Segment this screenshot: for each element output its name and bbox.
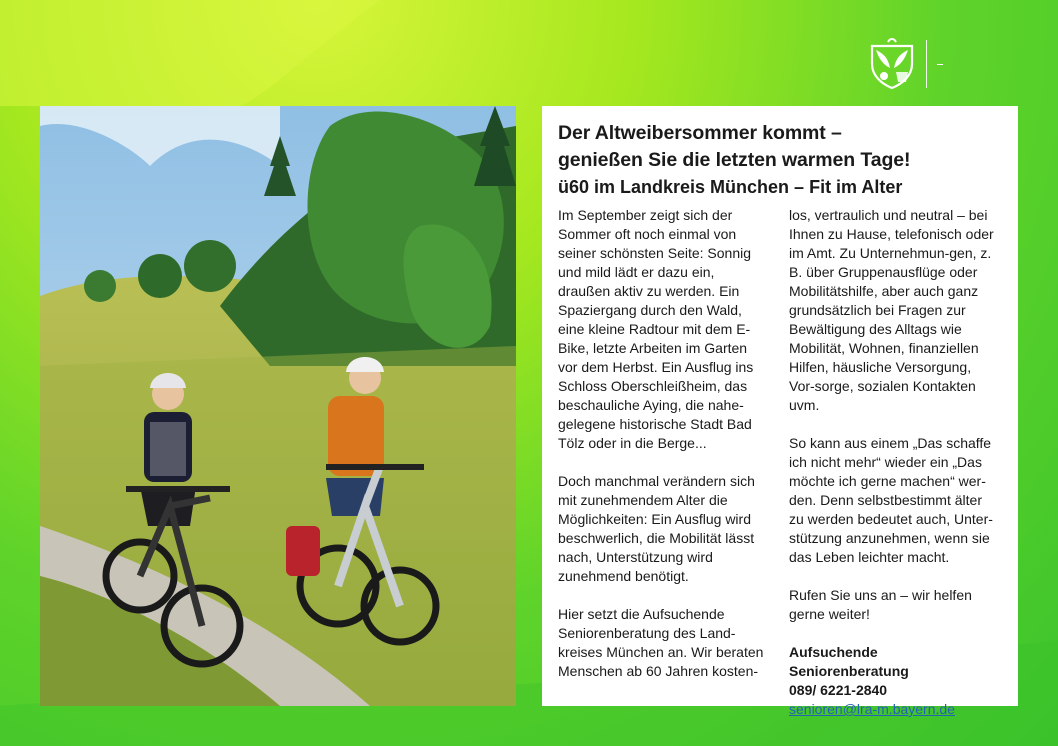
contact-block	[789, 643, 998, 719]
article-body	[558, 206, 1000, 719]
paragraph: los, vertraulich und neutral – bei Ihnen zu Hause, telefonisch oder im Amt. Zu Unternehmun-gen, z. B. über Gruppenausflüge oder Mobilitätshilfe, aber auch ganz grundsätzlich bei Fragen zur Bewältigung des Alltags wie Mobilität, Wohnen, finanziellen Hilfen, häusliche Versorgung, Vor-sorge, sozialen Kontakten uvm.	[789, 207, 994, 413]
paragraph: Doch manchmal verändern sich mit zunehmendem Alter die Möglichkeiten: Ein Ausflug wird beschwerlich, die Mobilität lässt nach, Unterstützung wird zunehmend benötigt.	[558, 473, 755, 584]
contact-email-link[interactable]: senioren@lra-m.bayern.de	[789, 701, 955, 717]
article-panel	[542, 106, 1018, 717]
contact-name: Aufsuchende Seniorenberatung	[789, 644, 909, 679]
paragraph: So kann aus einem „Das schaffe ich nicht mehr“ wieder ein „Das möchte ich gerne machen“ wer-den. Denn selbstbestimmt älter zu werden bedeutet auch, Unter-stützung anzunehmen, wenn sie das Leben leichter macht.	[789, 435, 993, 565]
paragraph: Im September zeigt sich der Sommer oft noch einmal von seiner schönsten Seite: Sonnig und mild lädt er dazu ein, draußen aktiv zu werden. Ein Spaziergang durch den Wald, eine kleine Radtour mit dem E-Bike, letzte Arbeiten im Garten vor dem Herbst. Ein Ausflug ins Schloss Oberschleißheim, das beschauliche Aying, die nahe-gelegene historische Stadt Bad Tölz oder in die Berge...	[558, 207, 754, 451]
right-column	[789, 206, 998, 719]
headline-line-2: genießen Sie die letzten warmen Tage!	[558, 149, 911, 171]
cyclists-photo	[40, 106, 516, 706]
photo-illustration	[40, 106, 516, 706]
coat-of-arms-icon	[866, 38, 918, 90]
headline	[558, 120, 1000, 174]
logo-divider	[926, 40, 927, 88]
left-column	[558, 206, 767, 719]
paragraph: Hier setzt die Aufsuchende Seniorenberatung des Land-kreises München an. Wir beraten Menschen ab 60 Jahren kosten-	[558, 606, 764, 679]
headline-line-1: Der Altweibersommer kommt –	[558, 122, 842, 144]
logo-dash	[937, 64, 943, 65]
contact-phone[interactable]: 089/ 6221-2840	[789, 682, 888, 698]
paragraph: Rufen Sie uns an – wir helfen gerne weiter!	[789, 587, 972, 622]
district-logo	[866, 38, 1006, 90]
subheadline: ü60 im Landkreis München – Fit im Alter	[558, 177, 903, 197]
